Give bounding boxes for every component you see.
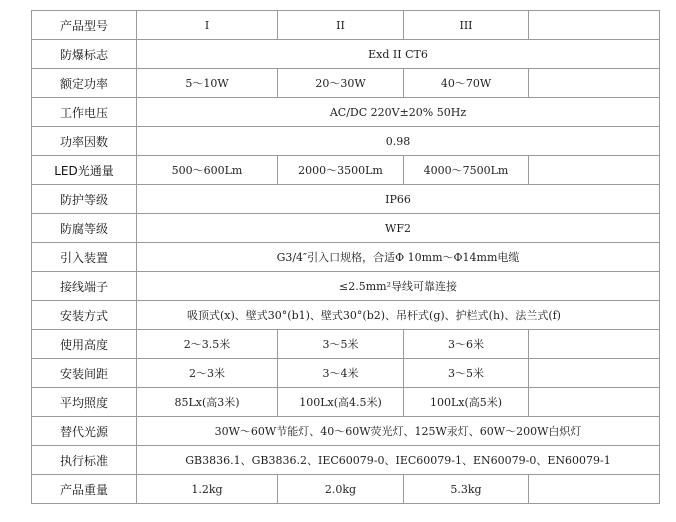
row-value xyxy=(529,388,660,417)
row-value: WF2 xyxy=(137,214,660,243)
row-value: 2～3.5米 xyxy=(137,330,278,359)
row-value: 30W～60W节能灯、40～60W荧光灯、125W汞灯、60W～200W白炽灯 xyxy=(137,417,660,446)
row-value: Exd II CT6 xyxy=(137,40,660,69)
row-label: 防爆标志 xyxy=(32,40,137,69)
row-value: AC/DC 220V±20% 50Hz xyxy=(137,98,660,127)
row-value: 4000～7500Lm xyxy=(404,156,529,185)
row-label: 防护等级 xyxy=(32,185,137,214)
row-value: 2.0kg xyxy=(278,475,404,504)
row-label: 使用高度 xyxy=(32,330,137,359)
row-value: 1.2kg xyxy=(137,475,278,504)
row-value: 3～5米 xyxy=(404,359,529,388)
row-value: II xyxy=(278,11,404,40)
row-value: 2000～3500Lm xyxy=(278,156,404,185)
row-label: 额定功率 xyxy=(32,69,137,98)
row-value: 5～10W xyxy=(137,69,278,98)
row-value: 0.98 xyxy=(137,127,660,156)
table-row xyxy=(32,40,660,69)
row-value: GB3836.1、GB3836.2、IEC60079-0、IEC60079-1、EN60079-0、EN60079-1 xyxy=(137,446,660,475)
row-value: 2～3米 xyxy=(137,359,278,388)
row-label: 执行标准 xyxy=(32,446,137,475)
table-row xyxy=(32,69,660,98)
row-value: 吸顶式(x)、壁式30°(b1)、壁式30°(b2)、吊杆式(g)、护栏式(h)、法兰式(f) xyxy=(137,301,660,330)
table-row xyxy=(32,243,660,272)
table-row xyxy=(32,127,660,156)
row-value: 5.3kg xyxy=(404,475,529,504)
row-value: ≤2.5mm²导线可靠连接 xyxy=(137,272,660,301)
row-label: 平均照度 xyxy=(32,388,137,417)
row-value: 40～70W xyxy=(404,69,529,98)
row-value: IP66 xyxy=(137,185,660,214)
row-label: 防腐等级 xyxy=(32,214,137,243)
table-row xyxy=(32,272,660,301)
row-label: 接线端子 xyxy=(32,272,137,301)
row-label: 引入装置 xyxy=(32,243,137,272)
row-label: 安装间距 xyxy=(32,359,137,388)
row-value: 3～6米 xyxy=(404,330,529,359)
row-value: I xyxy=(137,11,278,40)
row-value xyxy=(529,330,660,359)
row-value xyxy=(529,475,660,504)
row-value: 85Lx(高3米) xyxy=(137,388,278,417)
table-row xyxy=(32,475,660,504)
row-value: 3～4米 xyxy=(278,359,404,388)
spec-table-body xyxy=(32,11,660,504)
row-value xyxy=(529,359,660,388)
row-value: 3～5米 xyxy=(278,330,404,359)
row-value: 100Lx(高5米) xyxy=(404,388,529,417)
row-value: 20～30W xyxy=(278,69,404,98)
row-value xyxy=(529,156,660,185)
table-row xyxy=(32,98,660,127)
table-row xyxy=(32,330,660,359)
row-value: G3/4″引入口规格，合适Φ 10mm～Φ14mm电缆 xyxy=(137,243,660,272)
row-label: 产品型号 xyxy=(32,11,137,40)
table-row xyxy=(32,156,660,185)
row-label: LED光通量 xyxy=(32,156,137,185)
row-value: 100Lx(高4.5米) xyxy=(278,388,404,417)
table-row xyxy=(32,388,660,417)
row-value: III xyxy=(404,11,529,40)
row-label: 产品重量 xyxy=(32,475,137,504)
table-row xyxy=(32,359,660,388)
table-row xyxy=(32,446,660,475)
table-row xyxy=(32,185,660,214)
row-label: 工作电压 xyxy=(32,98,137,127)
row-value xyxy=(529,11,660,40)
table-row xyxy=(32,214,660,243)
spec-table xyxy=(31,10,660,504)
row-label: 安装方式 xyxy=(32,301,137,330)
row-value xyxy=(529,69,660,98)
table-row xyxy=(32,11,660,40)
row-label: 替代光源 xyxy=(32,417,137,446)
table-row xyxy=(32,301,660,330)
table-row xyxy=(32,417,660,446)
row-value: 500～600Lm xyxy=(137,156,278,185)
row-label: 功率因数 xyxy=(32,127,137,156)
